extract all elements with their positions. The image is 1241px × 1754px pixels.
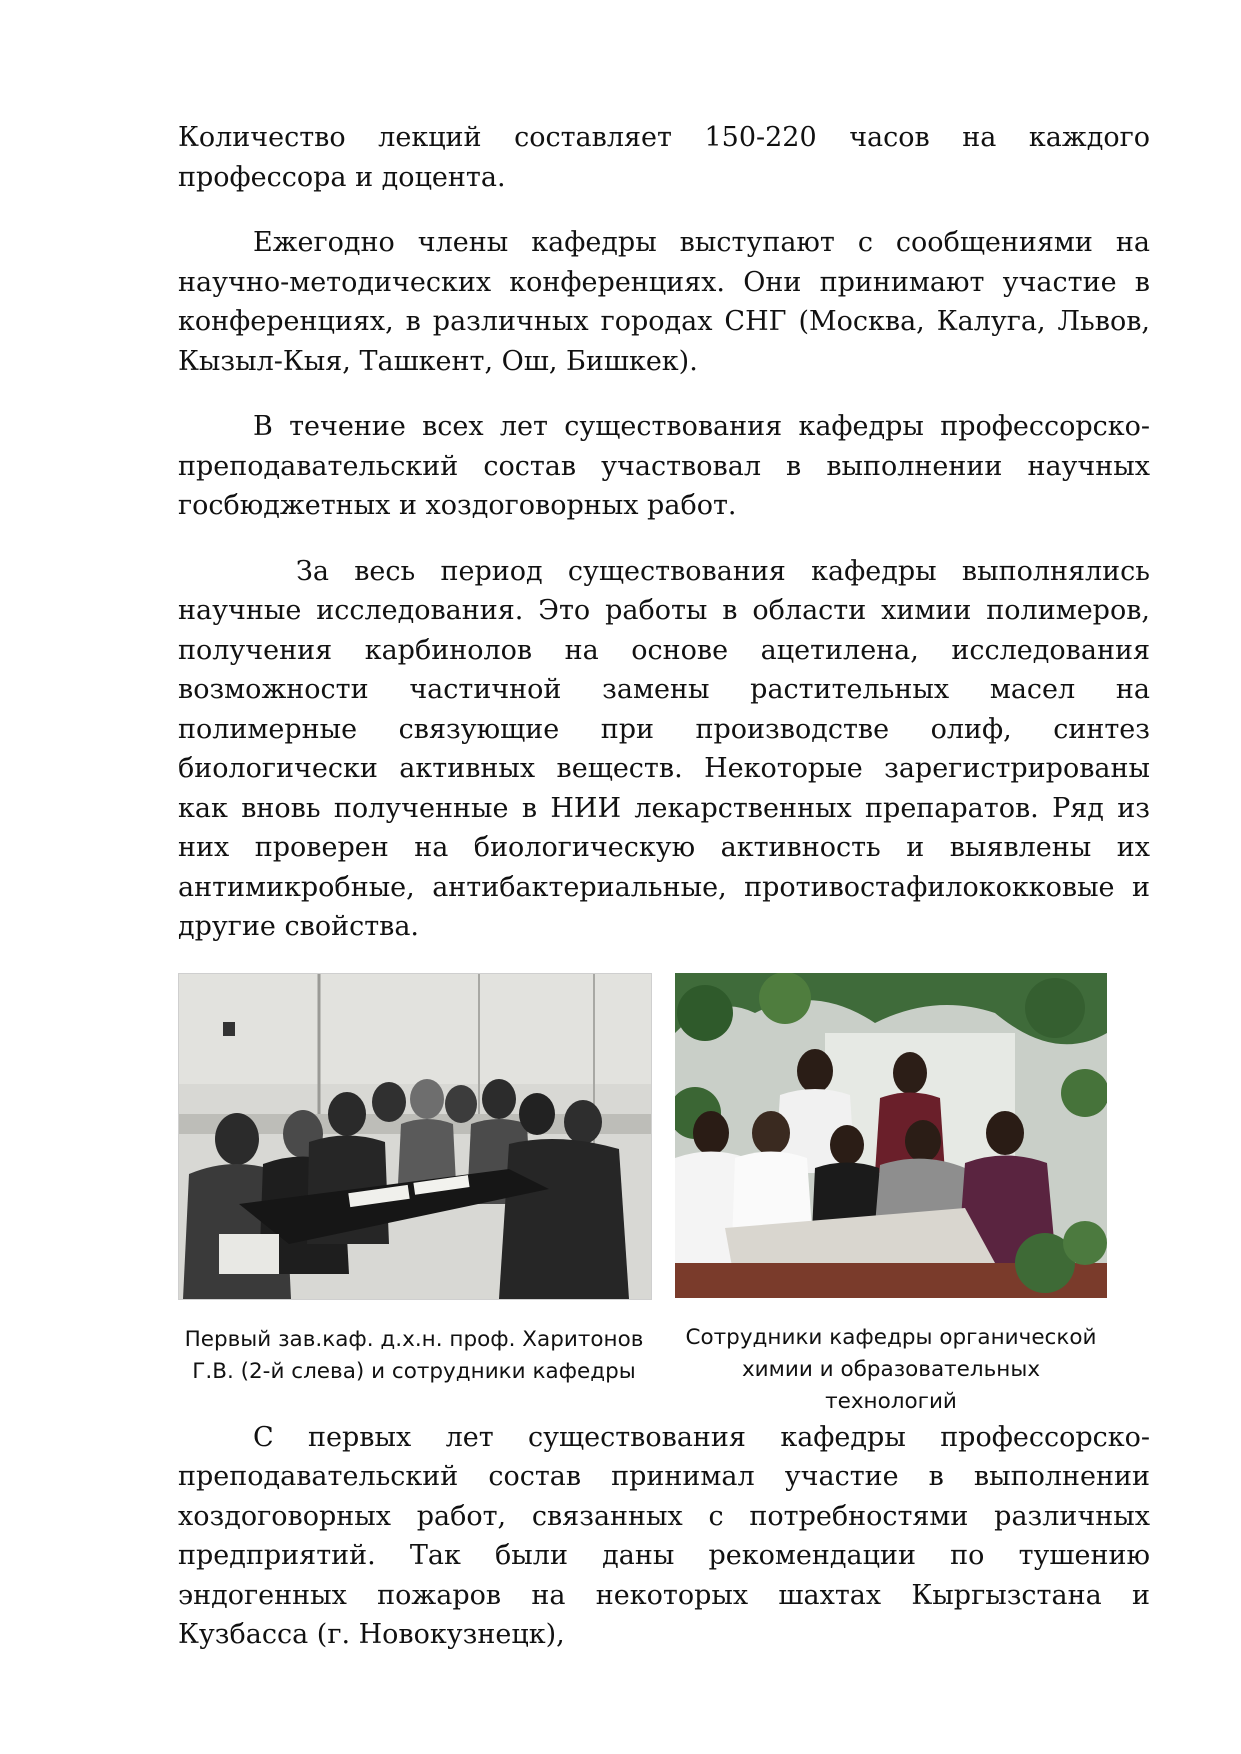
- paragraph-research-areas: За весь период существования кафедры выполнялись научные исследования. Это работы в области химии полимеров, получения карбинолов на основе ацетилена, исследования возможности частичной замены растительных масел на полимерные связующие при производстве олиф, синтез биологически активных веществ. Некоторые зарегистрированы как вновь полученные в НИИ лекарственных препаратов. Ряд из них проверен на биологическую активность и выявлены их антимикробные, антибактериальные, противостафилококковые и другие свойства.: [178, 555, 1150, 942]
- figure-staff: [675, 973, 1150, 1418]
- color-photo-department-staff: [675, 973, 1107, 1298]
- paragraph-research-works: В течение всех лет существования кафедры профессорско-преподавательский состав участвовал в выполнении научных госбюджетных и хоздоговорных работ.: [178, 411, 1150, 521]
- paragraph-contract-works: С первых лет существования кафедры профессорско-преподавательский состав принимал участие в выполнении хоздоговорных работ, связанных с потребностями различных предприятий. Так были даны рекомендации по тушению эндогенных пожаров на некоторых шахтах Кыргызстана и Кузбасса (г. Новокузнецк),: [178, 1421, 1150, 1650]
- document-page: [178, 118, 1150, 1681]
- paragraph-conferences: Ежегодно члены кафедры выступают с сообщениями на научно-методических конференциях. Они принимают участие в конференциях, в различных городах СНГ (Москва, Калуга, Львов, Кызыл-Кыя, Ташкент, Ош, Бишкек).: [178, 227, 1150, 377]
- figure-caption-right: Сотрудники кафедры органической химии и образовательных технологий: [685, 1324, 1097, 1414]
- bw-photo-department-staff: [178, 973, 652, 1300]
- photo-row: [178, 973, 1150, 1414]
- paragraph-lectures: Количество лекций составляет 150-220 часов на каждого профессора и доцента.: [178, 122, 1150, 193]
- figure-first-head: [178, 973, 650, 1388]
- figure-caption-left: Первый зав.каф. д.х.н. проф. Харитонов Г.В. (2-й слева) и сотрудники кафедры: [184, 1326, 644, 1384]
